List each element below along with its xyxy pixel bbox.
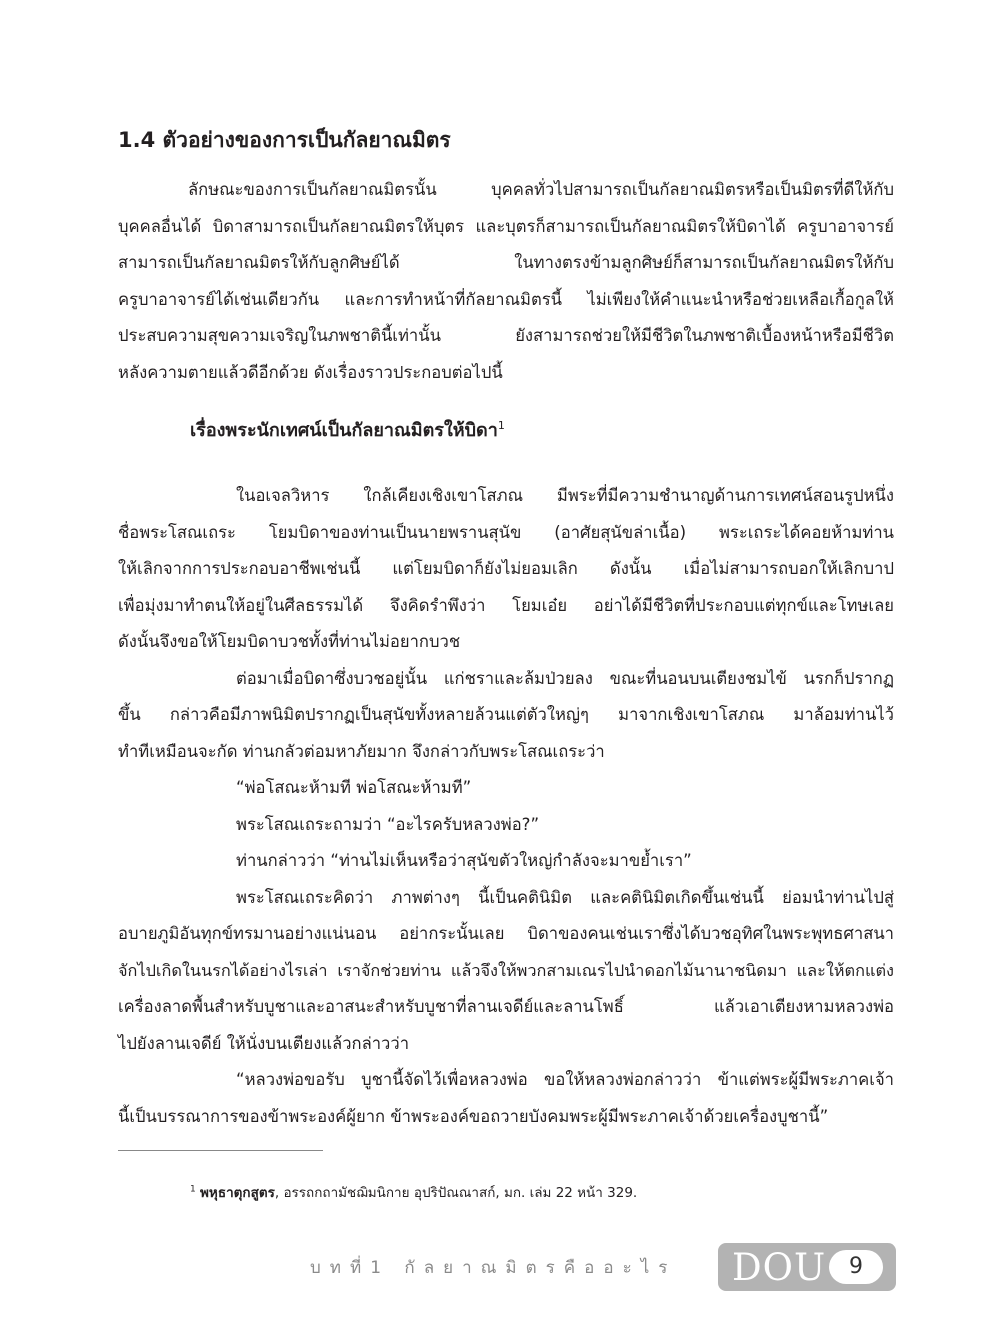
text-line: บุคคลอื่นได้ บิดาสามารถเป็นกัลยาณมิตรให้บุตร และบุตรก็สามารถเป็นกัลยาณมิตรให้บิดาได้ ครูบาอาจารย์ <box>118 216 894 236</box>
text-line: ครูบาอาจารย์ได้เช่นเดียวกัน และการทำหน้าที่กัลยาณมิตรนี้ ไม่เพียงให้คำแนะนำหรือช่วยเหลือเกื้อกูลให้ <box>118 289 894 309</box>
story-body <box>118 478 894 1135</box>
footnote-source-detail: , อรรถกถามัชฌิมนิกาย อุปริปัณณาสก์, มก. เล่ม 22 หน้า 329. <box>274 1185 638 1201</box>
text-line: ประสบความสุขความเจริญในภพชาตินี้เท่านั้น ยังสามารถช่วยให้มีชีวิตในภพชาติเบื้องหน้าหรือมีชีวิต <box>118 326 894 345</box>
story-title-text: เรื่องพระนักเทศน์เป็นกัลยาณมิตรให้บิดา <box>190 420 498 441</box>
dialogue-line: นี้เป็นบรรณาการของข้าพระองค์ผู้ยาก ข้าพระองค์ขอถวายบังคมพระผู้มีพระภาคเจ้าด้วยเครื่องบูชานี้” <box>118 1106 829 1126</box>
text-line: เครื่องลาดพื้นสำหรับบูชาและอาสนะสำหรับบูชาที่ลานเจดีย์และลานโพธิ์ แล้วเอาเตียงหามหลวงพ่อ <box>118 997 894 1016</box>
text-line: ลักษณะของการเป็นกัลยาณมิตรนั้น บุคคลทั่วไปสามารถเป็นกัลยาณมิตรหรือเป็นมิตรที่ดีให้กับ <box>188 180 894 199</box>
footnote <box>190 1181 637 1203</box>
page-badge <box>718 1243 896 1291</box>
text-line: ทำทีเหมือนจะกัด ท่านกลัวต่อมหาภัยมาก จึงกล่าวกับพระโสณเถระว่า <box>118 741 605 761</box>
text-line: ในอเจลวิหาร ใกล้เคียงเชิงเขาโสภณ มีพระที่มีความชำนาญด้านการเทศน์สอนรูปหนึ่ง <box>236 486 894 505</box>
text-line: เพื่อมุ่งมาทำตนให้อยู่ในศีลธรรมได้ จึงคิดรำพึงว่า โยมเอ๋ย อย่าได้มีชีวิตที่ประกอบแต่ทุกข์และโทษเลย <box>118 595 894 615</box>
footnote-ref: 1 <box>497 419 505 432</box>
dialogue-line: พระโสณเถระถามว่า “อะไรครับหลวงพ่อ?” <box>236 814 540 834</box>
footnote-divider <box>118 1150 323 1151</box>
text-line: ดังนั้นจึงขอให้โยมบิดาบวชทั้งที่ท่านไม่อยากบวช <box>118 632 461 651</box>
text-line: ให้เลิกจากการประกอบอาชีพเช่นนี้ แต่โยมบิดาก็ยังไม่ยอมเลิก ดังนั้น เมื่อไม่สามารถบอกให้เลิกบาป <box>118 559 894 578</box>
dou-logo: DOU <box>732 1246 827 1289</box>
text-line: จักไปเกิดในนรกได้อย่างไรเล่า เราจักช่วยท่าน แล้วจึงให้พวกสามเณรไปนำดอกไม้นานาชนิดมา และให้ตกแต่ง <box>118 960 894 980</box>
footnote-source-title: พหุธาตุกสูตร <box>200 1185 275 1201</box>
text-line: อบายภูมิอันทุกข์ทรมานอย่างแน่นอน อย่ากระนั้นเลย บิดาของคนเช่นเราซึ่งได้บวชอุทิศในพระพุทธศาสนา <box>118 924 894 943</box>
text-line: ขึ้น กล่าวคือมีภาพนิมิตปรากฏเป็นสุนัขทั้งหลายล้วนแต่ตัวใหญ่ๆ มาจากเชิงเขาโสภณ มาล้อมท่านไว้ <box>118 705 894 724</box>
footnote-mark: 1 <box>190 1184 196 1195</box>
text-line: หลังความตายแล้วดีอีกด้วย ดังเรื่องราวประกอบต่อไปนี้ <box>118 362 503 382</box>
text-line: พระโสณเถระคิดว่า ภาพต่างๆ นี้เป็นคตินิมิต และคตินิมิตเกิดขึ้นเช่นนี้ ย่อมนำท่านไปสู่ <box>236 887 894 907</box>
chapter-running-footer: บทที่1 กัลยาณมิตรคืออะไร <box>310 1258 677 1278</box>
text-line: ต่อมาเมื่อบิดาซึ่งบวชอยู่นั้น แก่ชราและล้มป่วยลง ขณะที่นอนบนเตียงชมไข้ นรกก็ปรากฏ <box>236 668 894 688</box>
dialogue-line: “หลวงพ่อขอรับ บูชานี้จัดไว้เพื่อหลวงพ่อ ขอให้หลวงพ่อกล่าวว่า ข้าแต่พระผู้มีพระภาคเจ้า <box>236 1070 894 1089</box>
dialogue-line: “พ่อโสณะห้ามที พ่อโสณะห้ามที” <box>236 778 472 797</box>
story-title <box>190 415 505 444</box>
text-line: สามารถเป็นกัลยาณมิตรให้กับลูกศิษย์ได้ ในทางตรงข้ามลูกศิษย์ก็สามารถเป็นกัลยาณมิตรให้กับ <box>118 253 894 272</box>
section-heading: 1.4 ตัวอย่างของการเป็นกัลยาณมิตร <box>118 128 451 152</box>
text-line: ชื่อพระโสณเถระ โยมบิดาของท่านเป็นนายพรานสุนัข (อาศัยสุนัขล่าเนื้อ) พระเถระได้คอยห้ามท่าน <box>118 522 894 542</box>
page-number: 9 <box>829 1250 883 1284</box>
text-line: ไปยังลานเจดีย์ ให้นั่งบนเตียงแล้วกล่าวว่า <box>118 1033 410 1053</box>
dialogue-line: ท่านกล่าวว่า “ท่านไม่เห็นหรือว่าสุนัขตัวใหญ่กำลังจะมาขย้ำเรา” <box>236 851 692 870</box>
intro-paragraph <box>118 172 894 391</box>
